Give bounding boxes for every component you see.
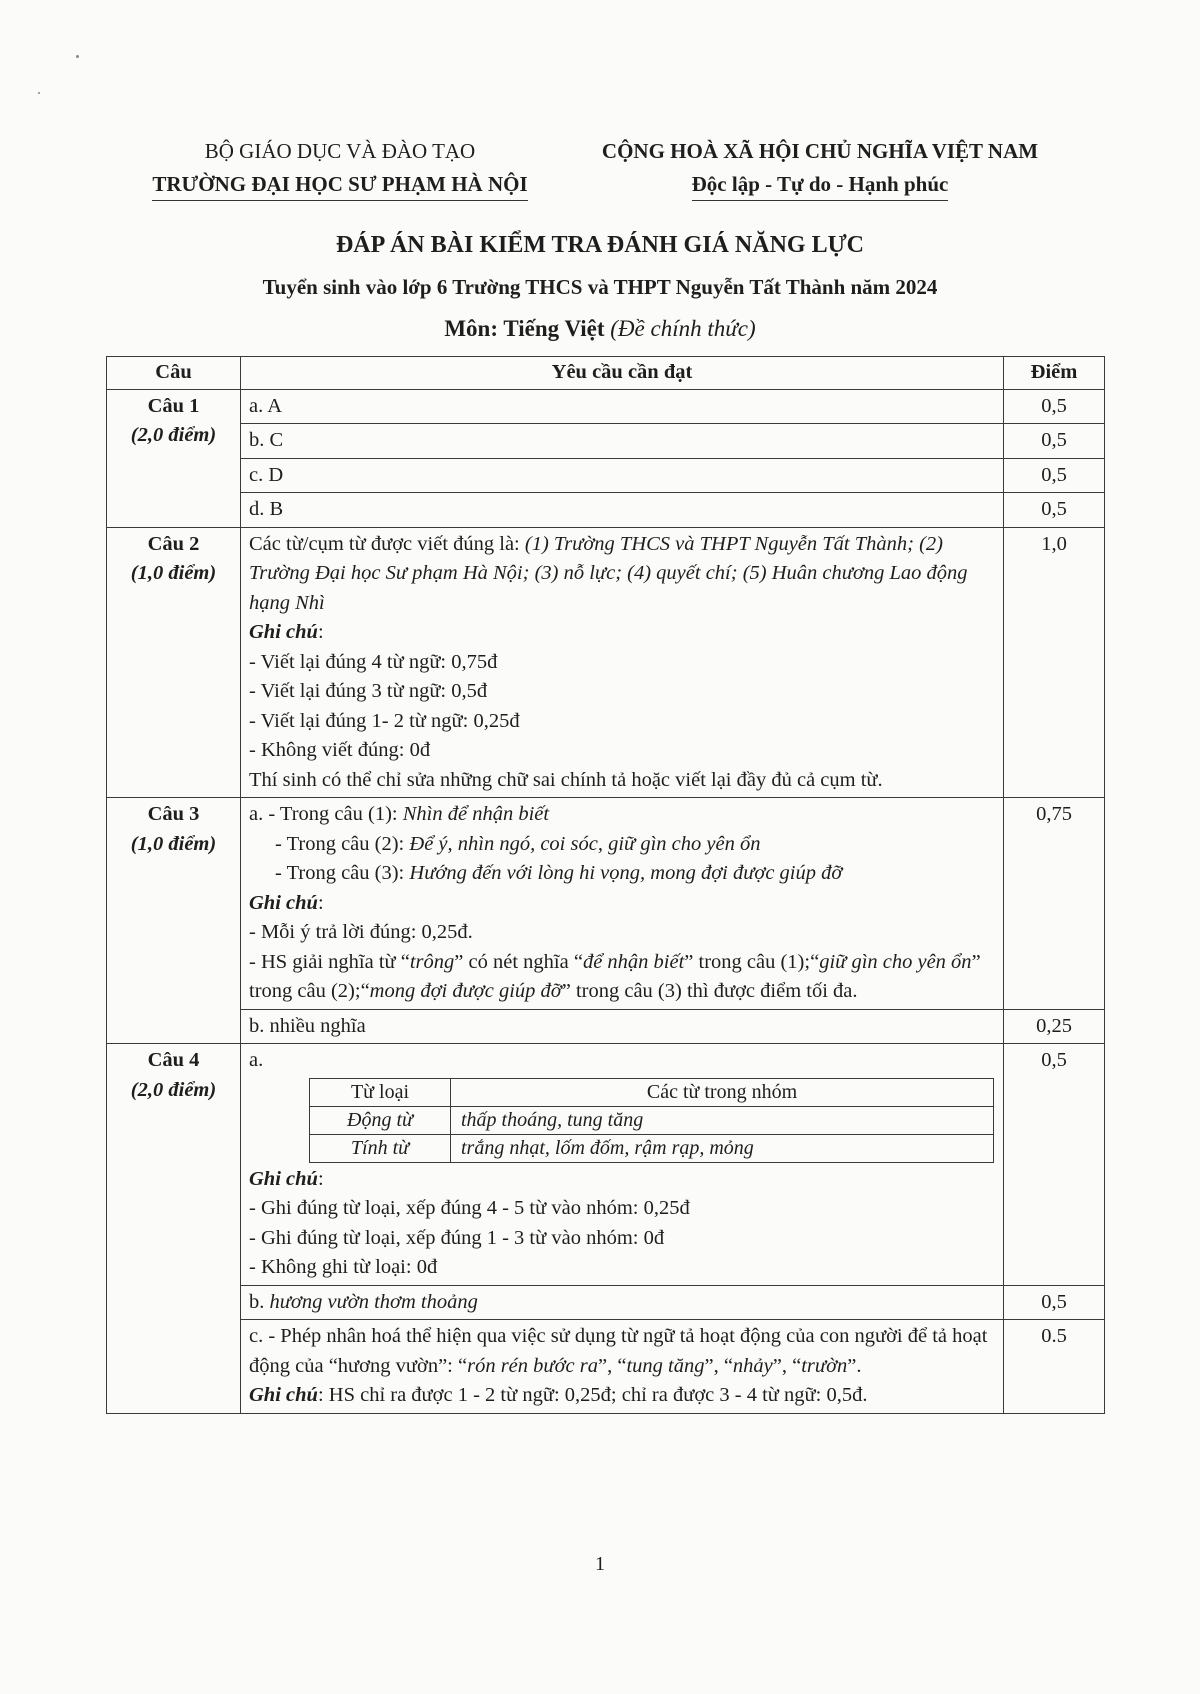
answer-text: Nhìn để nhận biết bbox=[402, 803, 550, 825]
table-row bbox=[107, 527, 1105, 798]
word-type: Tính từ bbox=[350, 1136, 410, 1159]
answer-cell: b. nhiều nghĩa bbox=[241, 1009, 1004, 1044]
table-row bbox=[107, 424, 1105, 459]
ministry-header bbox=[115, 135, 565, 201]
table-row bbox=[107, 798, 1105, 1010]
answer-text: Hướng đến với lòng hi vọng, mong đợi được giúp đỡ bbox=[409, 862, 843, 884]
question-label: Câu 2 bbox=[147, 532, 200, 555]
document-title: ĐÁP ÁN BÀI KIỂM TRA ĐÁNH GIÁ NĂNG LỰC bbox=[335, 232, 865, 258]
word-type: Động từ bbox=[347, 1108, 413, 1131]
answer-cell: b. C bbox=[241, 424, 1004, 459]
score-cell: 0,5 bbox=[1004, 389, 1105, 424]
word-list: trắng nhạt, lốm đốm, rậm rạp, mỏng bbox=[461, 1136, 754, 1159]
note-label: Ghi chú bbox=[249, 891, 318, 914]
question-points: (1,0 điểm) bbox=[130, 832, 217, 855]
header-question: Câu bbox=[107, 357, 241, 390]
inner-header-type: Từ loại bbox=[310, 1078, 451, 1106]
national-header bbox=[565, 135, 1075, 201]
page-number: 1 bbox=[595, 1553, 605, 1575]
table-row bbox=[107, 493, 1105, 528]
score-cell: 0,25 bbox=[1004, 1009, 1105, 1044]
table-row bbox=[107, 1044, 1105, 1286]
country-name: CỘNG HOÀ XÃ HỘI CHỦ NGHĨA VIỆT NAM bbox=[601, 139, 1039, 163]
word-list: thấp thoáng, tung tăng bbox=[461, 1108, 644, 1131]
table-row bbox=[107, 1320, 1105, 1414]
question-points: (1,0 điểm) bbox=[130, 562, 217, 584]
national-motto: Độc lập - Tự do - Hạnh phúc bbox=[692, 169, 949, 201]
question-label: Câu 3 bbox=[147, 803, 200, 825]
question-cell bbox=[107, 527, 241, 798]
table-header-row bbox=[107, 357, 1105, 390]
score-cell: 0,5 bbox=[1004, 1285, 1105, 1320]
score-cell: 0,5 bbox=[1004, 458, 1105, 493]
note-line: - Viết lại đúng 4 từ ngữ: 0,75đ bbox=[249, 650, 498, 673]
answer-prefix: a. - Trong câu (1): bbox=[249, 803, 403, 825]
note-line: - Không viết đúng: 0đ bbox=[249, 739, 431, 761]
note-label: Ghi chú bbox=[249, 1167, 318, 1190]
subject-line bbox=[0, 316, 1200, 342]
answer-text: Để ý, nhìn ngó, coi sóc, giữ gìn cho yên ổn bbox=[409, 832, 761, 855]
note-line: - Viết lại đúng 1- 2 từ ngữ: 0,25đ bbox=[249, 709, 520, 732]
note-label: Ghi chú bbox=[249, 1384, 318, 1406]
header-score: Điểm bbox=[1004, 357, 1105, 390]
score-cell: 0,5 bbox=[1004, 493, 1105, 528]
answer-cell: a. Từ loại Các từ trong nhóm Động từ thấp thoáng, tung tăng Tính từ trắng nhạt, lốm đốm, rậm rạp, mỏng Ghi chú: - Ghi đúng từ loại, xếp đúng 4 - 5 từ vào nhóm: 0,25đ - Ghi đúng từ loại, xếp đúng 1 - 3 từ vào nhóm: 0đ - Không ghi từ loại: 0đ bbox=[241, 1044, 1004, 1286]
scan-speck bbox=[76, 55, 79, 58]
score-cell: 0,75 bbox=[1004, 798, 1105, 1010]
university-name: TRƯỜNG ĐẠI HỌC SƯ PHẠM HÀ NỘI bbox=[152, 169, 527, 201]
note-line: - HS giải nghĩa từ “trông” có nét nghĩa “để nhận biết” trong câu (1);“giữ gìn cho yên ổn” trong câu (2);“mong đợi được giúp đỡ” trong câu (3) thì được điểm tối đa. bbox=[249, 950, 981, 1002]
score-cell: 0.5 bbox=[1004, 1320, 1105, 1414]
question-points: (2,0 điểm) bbox=[130, 424, 217, 446]
answer-table bbox=[106, 356, 1105, 1414]
document-subtitle: Tuyển sinh vào lớp 6 Trường THCS và THPT Nguyễn Tất Thành năm 2024 bbox=[262, 275, 938, 299]
inner-header-words: Các từ trong nhóm bbox=[451, 1078, 994, 1106]
question-cell bbox=[107, 389, 241, 527]
table-row bbox=[107, 1285, 1105, 1320]
answer-cell: a. - Trong câu (1): Nhìn để nhận biết - Trong câu (2): Để ý, nhìn ngó, coi sóc, giữ gìn cho yên ổn - Trong câu (3): Hướng đến với lòng hi vọng, mong đợi được giúp đỡ Ghi chú: - Mỗi ý trả lời đúng: 0,25đ. - HS giải nghĩa từ “trông” có nét nghĩa “để nhận biết” trong câu (1);“giữ gìn cho yên ổn” trong câu (2);“mong đợi được giúp đỡ” trong câu (3) thì được điểm tối đa. bbox=[241, 798, 1004, 1010]
answer-prefix: a. bbox=[249, 1049, 264, 1071]
answer-cell: b. hương vườn thơm thoảng bbox=[241, 1285, 1004, 1320]
answer-cell: Các từ/cụm từ được viết đúng là: (1) Trường THCS và THPT Nguyễn Tất Thành; (2) Trường Đại học Sư phạm Hà Nội; (3) nỗ lực; (4) quyết chí; (5) Huân chương Lao động hạng Nhì Ghi chú: - Viết lại đúng 4 từ ngữ: 0,75đ - Viết lại đúng 3 từ ngữ: 0,5đ - Viết lại đúng 1- 2 từ ngữ: 0,25đ - Không viết đúng: 0đ Thí sinh có thể chỉ sửa những chữ sai chính tả hoặc viết lại đầy đủ cả cụm từ. bbox=[241, 527, 1004, 798]
answer-text: hương vườn thơm thoảng bbox=[269, 1290, 478, 1313]
answer-cell: a. A bbox=[241, 389, 1004, 424]
question-label: Câu 1 bbox=[147, 394, 200, 417]
score-cell: 0,5 bbox=[1004, 424, 1105, 459]
note-line: Thí sinh có thể chỉ sửa những chữ sai chính tả hoặc viết lại đầy đủ cả cụm từ. bbox=[249, 768, 883, 791]
ministry-name: BỘ GIÁO DỤC VÀ ĐÀO TẠO bbox=[204, 139, 476, 163]
header-requirement: Yêu cầu cần đạt bbox=[241, 357, 1004, 390]
note-line: : HS chỉ ra được 1 - 2 từ ngữ: 0,25đ; chỉ ra được 3 - 4 từ ngữ: 0,5đ. bbox=[317, 1384, 868, 1406]
score-cell: 0,5 bbox=[1004, 1044, 1105, 1286]
subject-note: (Đề chính thức) bbox=[610, 316, 756, 341]
answer-intro: Các từ/cụm từ được viết đúng là: bbox=[249, 532, 525, 555]
table-row bbox=[107, 389, 1105, 424]
note-label: Ghi chú bbox=[249, 621, 318, 643]
note-line: - Không ghi từ loại: 0đ bbox=[249, 1256, 438, 1278]
question-cell bbox=[107, 1044, 241, 1414]
question-cell bbox=[107, 798, 241, 1044]
table-row bbox=[310, 1078, 994, 1106]
note-line: - Ghi đúng từ loại, xếp đúng 4 - 5 từ vào nhóm: 0,25đ bbox=[249, 1197, 690, 1219]
note-line: - Viết lại đúng 3 từ ngữ: 0,5đ bbox=[249, 680, 488, 702]
question-points: (2,0 điểm) bbox=[130, 1078, 217, 1101]
table-row bbox=[107, 1009, 1105, 1044]
answer-prefix: - Trong câu (2): bbox=[275, 832, 410, 855]
answer-cell: c. D bbox=[241, 458, 1004, 493]
note-line: - Ghi đúng từ loại, xếp đúng 1 - 3 từ vào nhóm: 0đ bbox=[249, 1226, 665, 1249]
table-row bbox=[310, 1134, 994, 1162]
answer-cell: c. - Phép nhân hoá thể hiện qua việc sử dụng từ ngữ tả hoạt động của con người để tả hoạt động của “hương vườn”: “rón rén bước ra”, “tung tăng”, “nhảy”, “trườn”. Ghi chú: HS chỉ ra được 1 - 2 từ ngữ: 0,25đ; chỉ ra được 3 - 4 từ ngữ: 0,5đ. bbox=[241, 1320, 1004, 1414]
scan-speck bbox=[38, 92, 40, 94]
table-row bbox=[310, 1106, 994, 1134]
answer-cell: d. B bbox=[241, 493, 1004, 528]
subject-name: Môn: Tiếng Việt bbox=[444, 316, 605, 341]
table-row bbox=[107, 458, 1105, 493]
note-line: - Mỗi ý trả lời đúng: 0,25đ. bbox=[249, 921, 473, 943]
question-label: Câu 4 bbox=[147, 1049, 200, 1071]
answer-prefix: - Trong câu (3): bbox=[275, 862, 410, 884]
answer-text: (1) Trường THCS và THPT Nguyễn Tất Thành; (2) Trường Đại học Sư phạm Hà Nội; (3) nỗ lực; (4) quyết chí; (5) Huân chương Lao động hạng Nhì bbox=[249, 532, 968, 614]
score-cell: 1,0 bbox=[1004, 527, 1105, 798]
word-class-table bbox=[309, 1078, 994, 1163]
